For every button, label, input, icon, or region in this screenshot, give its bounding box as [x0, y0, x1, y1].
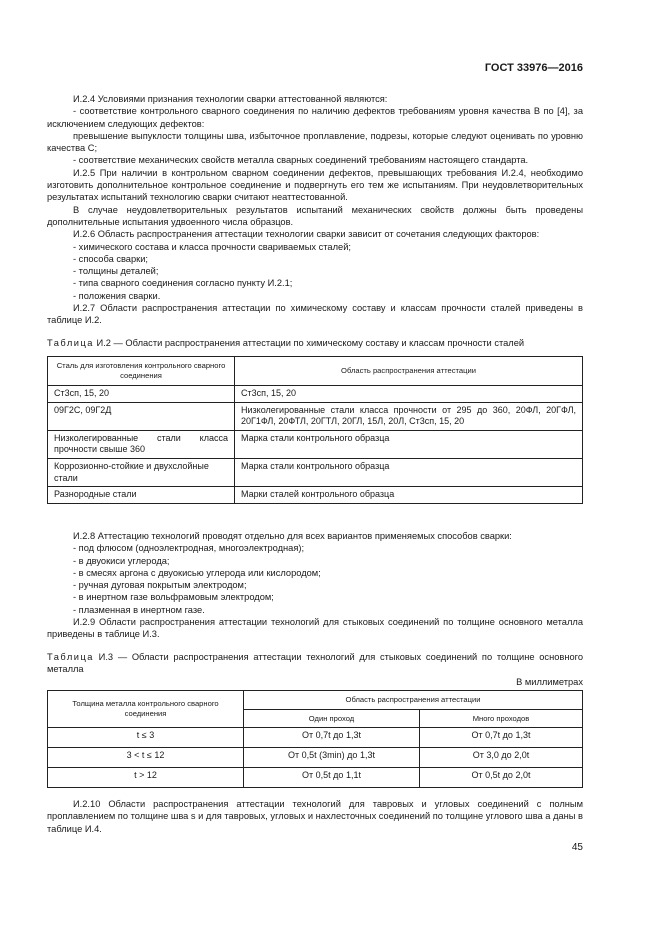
table-row [48, 748, 583, 768]
paragraph: И.2.10 Области распространения аттестации технологий для тавровых и угловых соединений с полным проплавлением по толщине шва s и для тавровых, угловых и нахлесточных соединений по толщине углового шва а даны в таблице И.4. [47, 799, 583, 834]
table-cell: 3 < t ≤ 12 [48, 748, 244, 768]
paragraph: И.2.8 Аттестацию технологий проводят отдельно для всех вариантов применяемых способов сварки: [73, 531, 512, 541]
table-cell: От 0,5t до 2,0t [420, 768, 583, 788]
paragraph: - соответствие механических свойств металла сварных соединений требованиям настоящего стандарта. [73, 155, 529, 166]
paragraph: - способа сварки; [73, 253, 148, 264]
table-cell: Низколегированные стали класса прочности свыше 360 [48, 430, 235, 458]
table-row [48, 386, 583, 403]
table-cell: От 3,0 до 2,0t [420, 748, 583, 768]
table-cell: Марки сталей контрольного образца [235, 487, 583, 504]
table-row [48, 402, 583, 430]
table-cell: От 0,7t до 1,3t [420, 728, 583, 748]
text-block-3 [47, 798, 583, 835]
table-header-row [48, 357, 583, 386]
page-number: 45 [571, 842, 583, 853]
table-cell: Ст3сп, 15, 20 [48, 386, 235, 403]
paragraph: - в двуокиси углерода; [73, 555, 170, 566]
table-cell: Марка стали контрольного образца [235, 430, 583, 458]
table-3 [47, 690, 583, 788]
table-cell: 09Г2С, 09Г2Д [48, 402, 235, 430]
paragraph: - ручная дуговая покрытым электродом; [73, 580, 247, 591]
table-caption-prefix: Таблица [47, 652, 94, 662]
table-header-cell: Сталь для изготовления контрольного сварного соединения [48, 357, 235, 386]
paragraph: И.2.4 Условиями признания технологии сварки аттестованной являются: [73, 94, 388, 104]
table-cell: От 0,7t до 1,3t [244, 728, 420, 748]
document-header: ГОСТ 33976—2016 [484, 62, 583, 74]
table-caption-prefix: Таблица [47, 338, 94, 348]
table-row [48, 487, 583, 504]
table-row [48, 728, 583, 748]
table-cell: Ст3сп, 15, 20 [235, 386, 583, 403]
paragraph: И.2.9 Области распространения аттестации технологий для стыковых соединений по толщине основного металла приведены в таблице И.3. [47, 617, 583, 640]
paragraph: И.2.6 Область распространения аттестации технологии сварки зависит от сочетания следующих факторов: [73, 229, 540, 240]
paragraph: И.2.5 При наличии в контрольном сварном соединении дефектов, превышающих требования И.2.4, необходимо изготовить дополнительное контрольное соединение и подвергнуть его тем же испытаниям. При неудовлетворительных результатах испытаний технологию сварки считают неаттестованной. [47, 167, 583, 203]
table-3-caption [47, 651, 583, 676]
paragraph: - химического состава и класса прочности свариваемых сталей; [73, 241, 351, 252]
paragraph: В случае неудовлетворительных результатов испытаний механических свойств должны быть проведены дополнительные испытания удвоенного числа образцов. [47, 204, 583, 227]
paragraph: - соответствие контрольного сварного соединения по наличию дефектов требованиям уровня качества В по [4], за исключением следующих дефектов: [47, 106, 583, 129]
table-cell: t > 12 [48, 768, 244, 788]
table-cell: Низколегированные стали класса прочности от 295 до 360, 20ФЛ, 20ГФЛ, 20Г1ФЛ, 20ФТЛ, 20ГТЛ, 20ГЛ, 15Л, 20Л, Ст3сп, 15, 20 [235, 402, 583, 430]
paragraph: - плазменная в инертном газе. [73, 604, 205, 615]
paragraph: - под флюсом (одноэлектродная, многоэлектродная); [73, 543, 305, 554]
table-cell: t ≤ 3 [48, 728, 244, 748]
table-header-group: Область распространения аттестации [244, 691, 583, 710]
table-cell: От 0,5t до 1,1t [244, 768, 420, 788]
paragraph: - толщины деталей; [73, 266, 159, 277]
text-block-2 [47, 530, 583, 641]
table-header-cell: Много проходов [420, 710, 583, 728]
table-2 [47, 356, 583, 504]
paragraph: - положения сварки. [73, 290, 161, 301]
table-caption-text: И.2 — Области распространения аттестации по химическому составу и классам прочности сталей [93, 338, 525, 348]
table-row [48, 458, 583, 486]
table-header-cell: Один проход [244, 710, 420, 728]
table-header-cell: Область распространения аттестации [235, 357, 583, 386]
table-row [48, 768, 583, 788]
table-cell: Разнородные стали [48, 487, 235, 504]
paragraph: И.2.7 Области распространения аттестации по химическому составу и классам прочности сталей приведены в таблице И.2. [47, 303, 583, 326]
paragraph: превышение выпуклости толщины шва, избыточное проплавление, подрезы, которые следуют оценивать по уровню качества С; [47, 130, 583, 154]
table-2-caption [47, 337, 583, 349]
table-caption-text: И.3 — Области распространения аттестации технологий для стыковых соединений по толщине основного металла [47, 652, 583, 675]
table-header-cell: Толщина металла контрольного сварного соединения [48, 691, 244, 728]
table-cell: От 0,5t (3min) до 1,3t [244, 748, 420, 768]
table-header-row [48, 691, 583, 710]
text-block-1 [47, 93, 583, 327]
table-cell: Марка стали контрольного образца [235, 458, 583, 486]
paragraph: - в инертном газе вольфрамовым электродом; [73, 592, 274, 603]
paragraph: - в смесях аргона с двуокисью углерода или кислородом; [73, 567, 321, 578]
table-units-note: В миллиметрах [516, 677, 583, 687]
table-cell: Коррозионно-стойкие и двухслойные стали [48, 458, 235, 486]
table-row [48, 430, 583, 458]
paragraph: - типа сварного соединения согласно пункту И.2.1; [73, 278, 293, 289]
